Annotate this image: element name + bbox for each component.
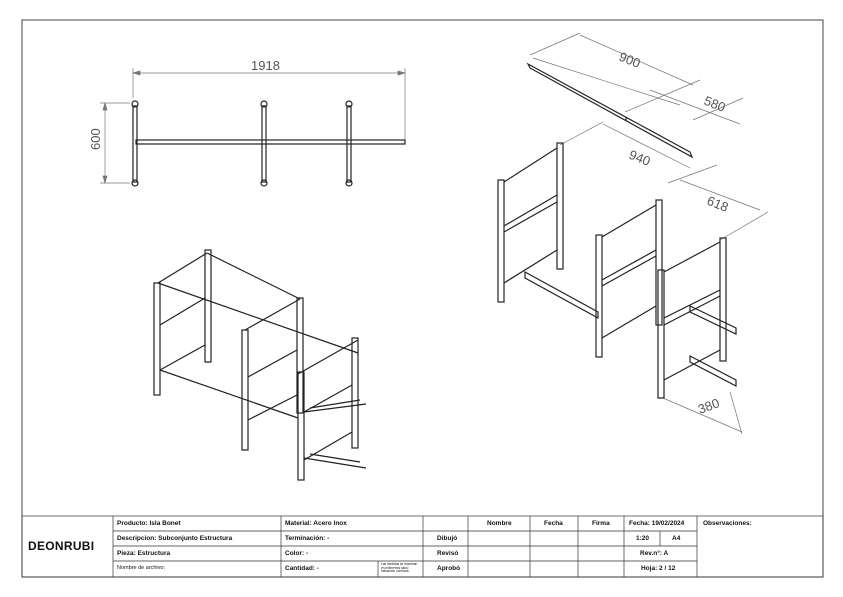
hoja-field: Hoja: 2 / 12	[641, 565, 676, 572]
dim-label-618: 618	[704, 192, 731, 215]
pieza-field: Pieza: Estructura	[117, 550, 171, 557]
dim-label-940: 940	[626, 146, 653, 169]
revision-field: Rev.n°: A	[640, 550, 669, 557]
dim-1918	[133, 68, 405, 140]
col-nombre-header: Nombre	[487, 520, 512, 527]
iso-view-assembled	[154, 250, 366, 480]
iso-view-exploded	[498, 33, 768, 434]
formato-field: A4	[672, 535, 681, 542]
color-field: Color: -	[285, 550, 309, 557]
producto-field: Producto: Isla Bonet	[117, 520, 181, 527]
col-firma-header: Firma	[592, 520, 610, 527]
dim-label-600: 600	[88, 128, 103, 150]
dim-label-1918: 1918	[251, 58, 280, 73]
observaciones-label: Observaciones:	[703, 520, 752, 527]
dim-label-900: 900	[616, 48, 643, 71]
fecha-field: Fecha: 19/02/2024	[629, 520, 685, 527]
dim-label-380: 380	[695, 395, 722, 417]
dim-label-580: 580	[701, 92, 728, 115]
dim-600	[100, 103, 130, 183]
reviso-label: Revisó	[437, 550, 459, 557]
descripcion-field: Descripcion: Subconjunto Estructura	[117, 535, 233, 542]
terminacion-field: Terminación: -	[285, 535, 330, 542]
escala-field: 1:20	[636, 535, 650, 542]
company-logo-text: DEONRUBI	[28, 539, 95, 553]
nombre-archivo-field: Nombre de archivo:	[117, 565, 165, 571]
cantidad-field: Cantidad: -	[285, 565, 319, 572]
material-field: Material: Acero Inox	[285, 520, 347, 527]
dibujo-label: Dibujó	[437, 535, 458, 542]
top-view	[100, 68, 405, 186]
units-note: Las medidas se expresan en milímetros salvo indicación contraria	[381, 562, 418, 574]
col-fecha-header: Fecha	[544, 520, 563, 527]
aprobo-label: Aprobó	[437, 565, 461, 572]
